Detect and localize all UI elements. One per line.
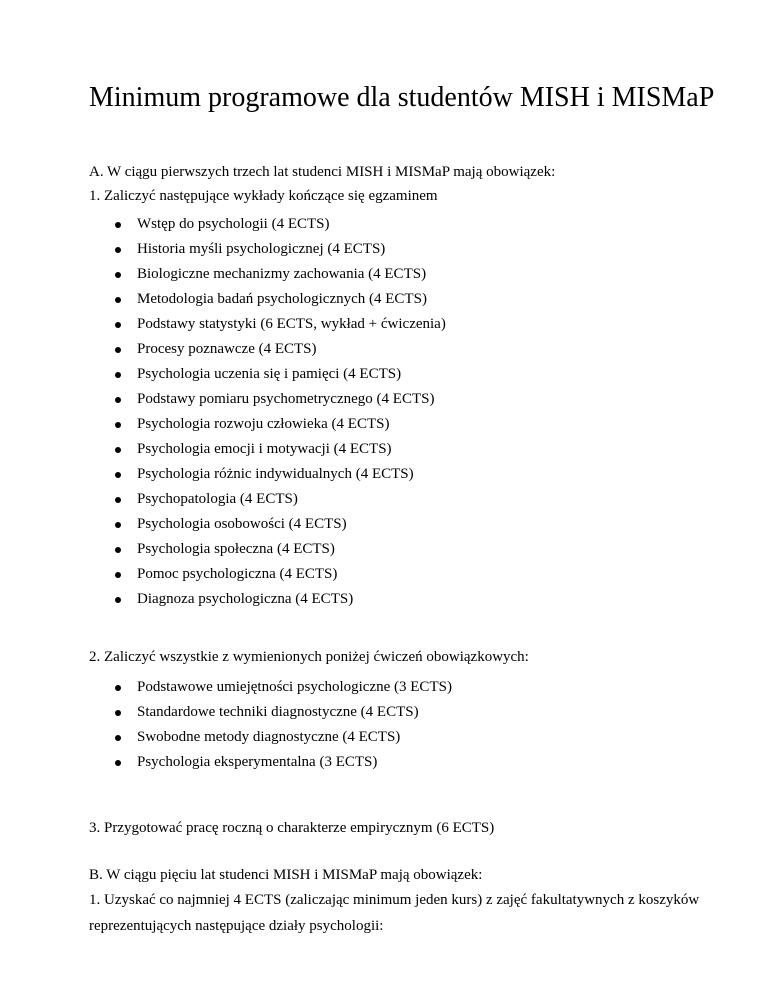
- lecture-list: [89, 212, 729, 612]
- list-item: [89, 675, 729, 700]
- bullet-icon: [115, 685, 121, 691]
- list-item: [89, 437, 729, 462]
- bullet-icon: [115, 497, 121, 503]
- list-item-text: Podstawowe umiejętności psychologiczne (3 ECTS): [137, 679, 452, 695]
- section-a-point3: [89, 816, 729, 840]
- list-item-text: Podstawy pomiaru psychometrycznego (4 ECTS): [137, 391, 435, 407]
- exercise-list: [89, 675, 729, 775]
- bullet-icon: [115, 547, 121, 553]
- list-item-text: Metodologia badań psychologicznych (4 ECTS): [137, 291, 427, 307]
- section-a-intro: A. W ciągu pierwszych trzech lat studenci MISH i MISMaP mają obowiązek:: [89, 164, 556, 180]
- list-item-text: Podstawy statystyki (6 ECTS, wykład + ćwiczenia): [137, 316, 446, 332]
- bullet-icon: [115, 422, 121, 428]
- list-item: [89, 750, 729, 775]
- bullet-icon: [115, 397, 121, 403]
- list-item-text: Wstęp do psychologii (4 ECTS): [137, 216, 330, 232]
- bullet-icon: [115, 447, 121, 453]
- list-item: [89, 512, 729, 537]
- section-b-point1-text: 1. Uzyskać co najmniej 4 ECTS (zaliczając minimum jeden kurs) z zajęć fakultatywnych z koszyków reprezentujących następujące działy psychologii:: [89, 892, 700, 934]
- list-item: [89, 262, 729, 287]
- list-item-text: Procesy poznawcze (4 ECTS): [137, 341, 317, 357]
- list-item-text: Historia myśli psychologicznej (4 ECTS): [137, 241, 386, 257]
- list-item: [89, 212, 729, 237]
- bullet-icon: [115, 572, 121, 578]
- section-b-intro: B. W ciągu pięciu lat studenci MISH i MISMaP mają obowiązek:: [89, 867, 483, 883]
- list-item: [89, 387, 729, 412]
- list-item-text: Diagnoza psychologiczna (4 ECTS): [137, 591, 354, 607]
- section-b: [89, 863, 729, 939]
- list-item: [89, 562, 729, 587]
- list-item-text: Psychopatologia (4 ECTS): [137, 491, 298, 507]
- bullet-icon: [115, 472, 121, 478]
- list-item: [89, 700, 729, 725]
- section-a-point2: [89, 645, 729, 775]
- list-item: [89, 462, 729, 487]
- list-item: [89, 725, 729, 750]
- list-item-text: Psychologia osobowości (4 ECTS): [137, 516, 347, 532]
- bullet-icon: [115, 760, 121, 766]
- list-item: [89, 412, 729, 437]
- list-item-text: Psychologia eksperymentalna (3 ECTS): [137, 754, 378, 770]
- list-item: [89, 537, 729, 562]
- list-item: [89, 337, 729, 362]
- bullet-icon: [115, 735, 121, 741]
- bullet-icon: [115, 272, 121, 278]
- list-item-text: Standardowe techniki diagnostyczne (4 ECTS): [137, 704, 419, 720]
- list-item-text: Psychologia emocji i motywacji (4 ECTS): [137, 441, 392, 457]
- bullet-icon: [115, 710, 121, 716]
- list-item-text: Psychologia uczenia się i pamięci (4 ECTS): [137, 366, 402, 382]
- list-item: [89, 287, 729, 312]
- bullet-icon: [115, 372, 121, 378]
- section-a-point2-heading: 2. Zaliczyć wszystkie z wymienionych poniżej ćwiczeń obowiązkowych:: [89, 649, 529, 665]
- list-item: [89, 587, 729, 612]
- bullet-icon: [115, 297, 121, 303]
- list-item-text: Psychologia różnic indywidualnych (4 ECTS): [137, 466, 414, 482]
- list-item: [89, 312, 729, 337]
- list-item: [89, 362, 729, 387]
- section-a: [89, 160, 729, 612]
- bullet-icon: [115, 222, 121, 228]
- bullet-icon: [115, 347, 121, 353]
- section-a-point1-heading: 1. Zaliczyć następujące wykłady kończące się egzaminem: [89, 188, 438, 204]
- bullet-icon: [115, 247, 121, 253]
- list-item-text: Psychologia społeczna (4 ECTS): [137, 541, 335, 557]
- list-item-text: Pomoc psychologiczna (4 ECTS): [137, 566, 338, 582]
- bullet-icon: [115, 322, 121, 328]
- list-item-text: Swobodne metody diagnostyczne (4 ECTS): [137, 729, 401, 745]
- list-item-text: Psychologia rozwoju człowieka (4 ECTS): [137, 416, 390, 432]
- document-title: Minimum programowe dla studentów MISH i MISMaP: [89, 82, 715, 113]
- bullet-icon: [115, 597, 121, 603]
- section-a-point3-text: 3. Przygotować pracę roczną o charakterze empirycznym (6 ECTS): [89, 820, 495, 836]
- list-item: [89, 237, 729, 262]
- bullet-icon: [115, 522, 121, 528]
- list-item: [89, 487, 729, 512]
- list-item-text: Biologiczne mechanizmy zachowania (4 ECTS): [137, 266, 427, 282]
